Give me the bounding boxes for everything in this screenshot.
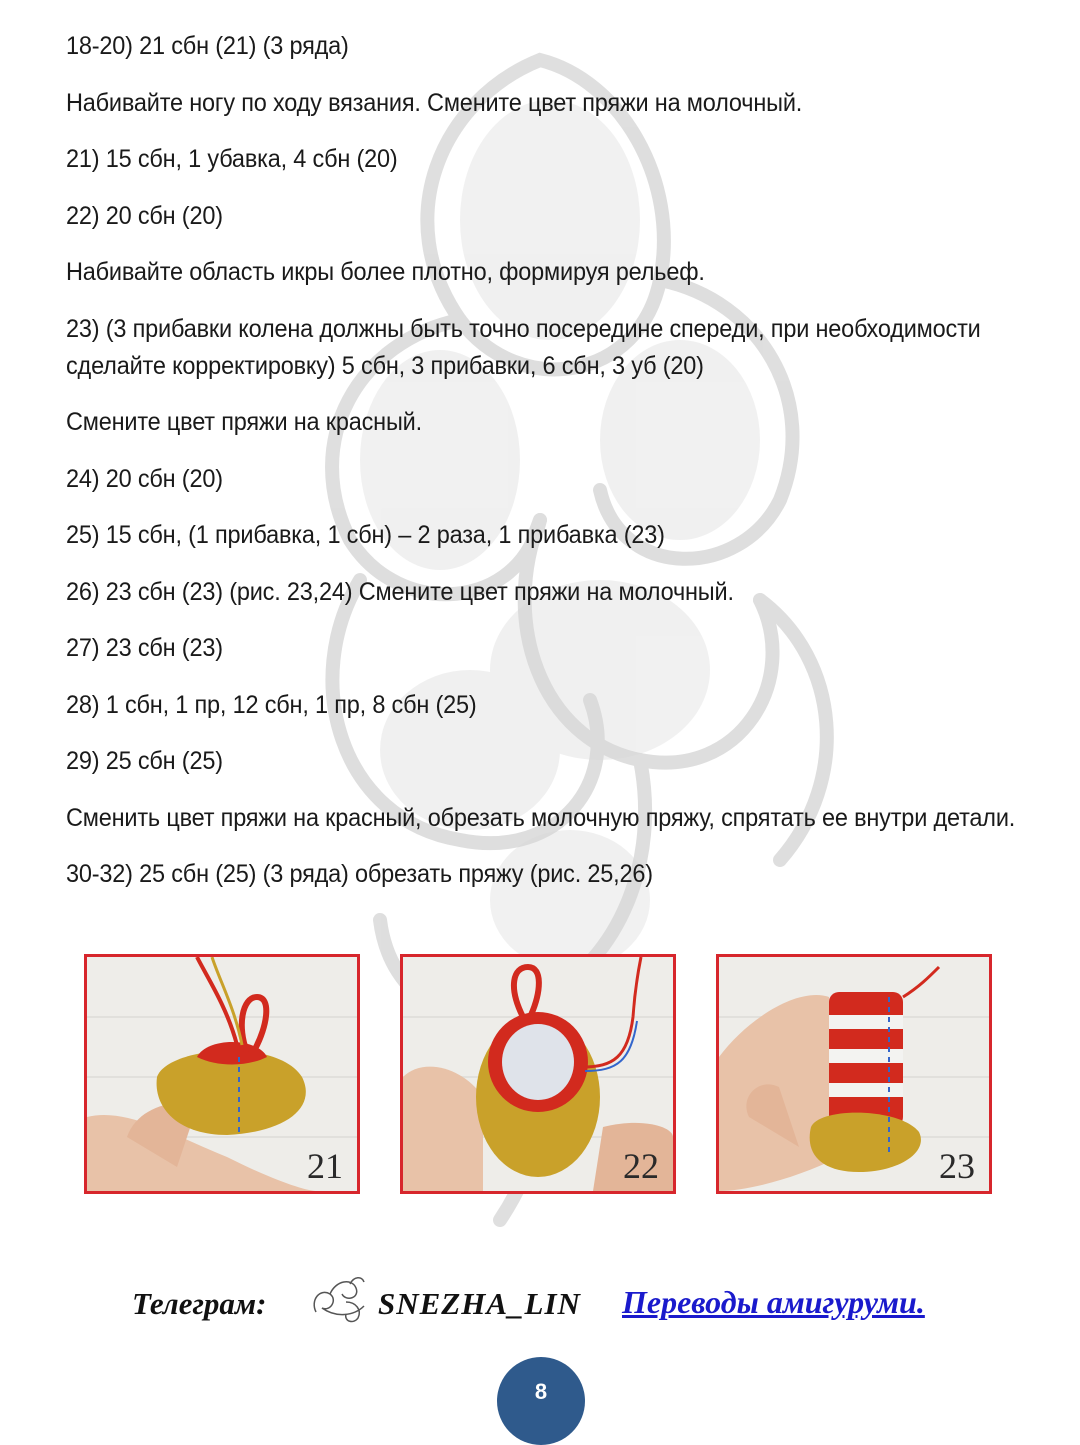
photo-number: 22 (623, 1146, 659, 1186)
instruction-line: Смените цвет пряжи на красный. (66, 408, 422, 436)
photo-22 (400, 954, 676, 1194)
translations-link[interactable]: Переводы амигуруми. (622, 1284, 925, 1320)
instruction-line: Набивайте область икры более плотно, формируя рельеф. (66, 258, 705, 286)
photo-row (84, 954, 994, 1194)
instructions-text (66, 28, 1026, 913)
flourish-icon (306, 1272, 372, 1328)
instruction-line: 30-32) 25 сбн (25) (3 ряда) обрезать пряжу (рис. 25,26) (66, 860, 653, 888)
instruction-line: 22) 20 сбн (20) (66, 201, 223, 230)
page-number: 8 (534, 1379, 548, 1404)
instruction-line: Набивайте ногу по ходу вязания. Смените цвет пряжи на молочный. (66, 88, 803, 117)
photo-23 (716, 954, 992, 1194)
footer (0, 1278, 1080, 1328)
page-number-badge (497, 1357, 585, 1445)
instruction-line: 18-20) 21 сбн (21) (3 ряда) (66, 32, 349, 60)
instruction-line: 25) 15 сбн, (1 прибавка, 1 сбн) – 2 раза, 1 прибавка (23) (66, 521, 665, 549)
telegram-label: Телеграм: (132, 1286, 267, 1321)
photo-number: 23 (939, 1146, 975, 1186)
telegram-handle: SNEZHA_LIN (378, 1286, 581, 1321)
instruction-line: 28) 1 сбн, 1 пр, 12 сбн, 1 пр, 8 сбн (25) (66, 690, 477, 719)
instruction-line: 24) 20 сбн (20) (66, 464, 223, 493)
photo-number: 21 (307, 1146, 343, 1186)
instruction-line: 23) (3 прибавки колена должны быть точно посередине спереди, при необходимости сделайте корректировку) 5 сбн, 3 прибавки, 6 сбн, 3 уб (20) (66, 314, 981, 380)
instruction-line: 26) 23 сбн (23) (рис. 23,24) Смените цвет пряжи на молочный. (66, 577, 734, 606)
instruction-line: 29) 25 сбн (25) (66, 747, 223, 775)
instruction-line: Сменить цвет пряжи на красный, обрезать молочную пряжу, спрятать ее внутри детали. (66, 803, 1016, 832)
instruction-line: 21) 15 сбн, 1 убавка, 4 сбн (20) (66, 145, 398, 173)
photo-21 (84, 954, 360, 1194)
instruction-line: 27) 23 сбн (23) (66, 634, 223, 662)
